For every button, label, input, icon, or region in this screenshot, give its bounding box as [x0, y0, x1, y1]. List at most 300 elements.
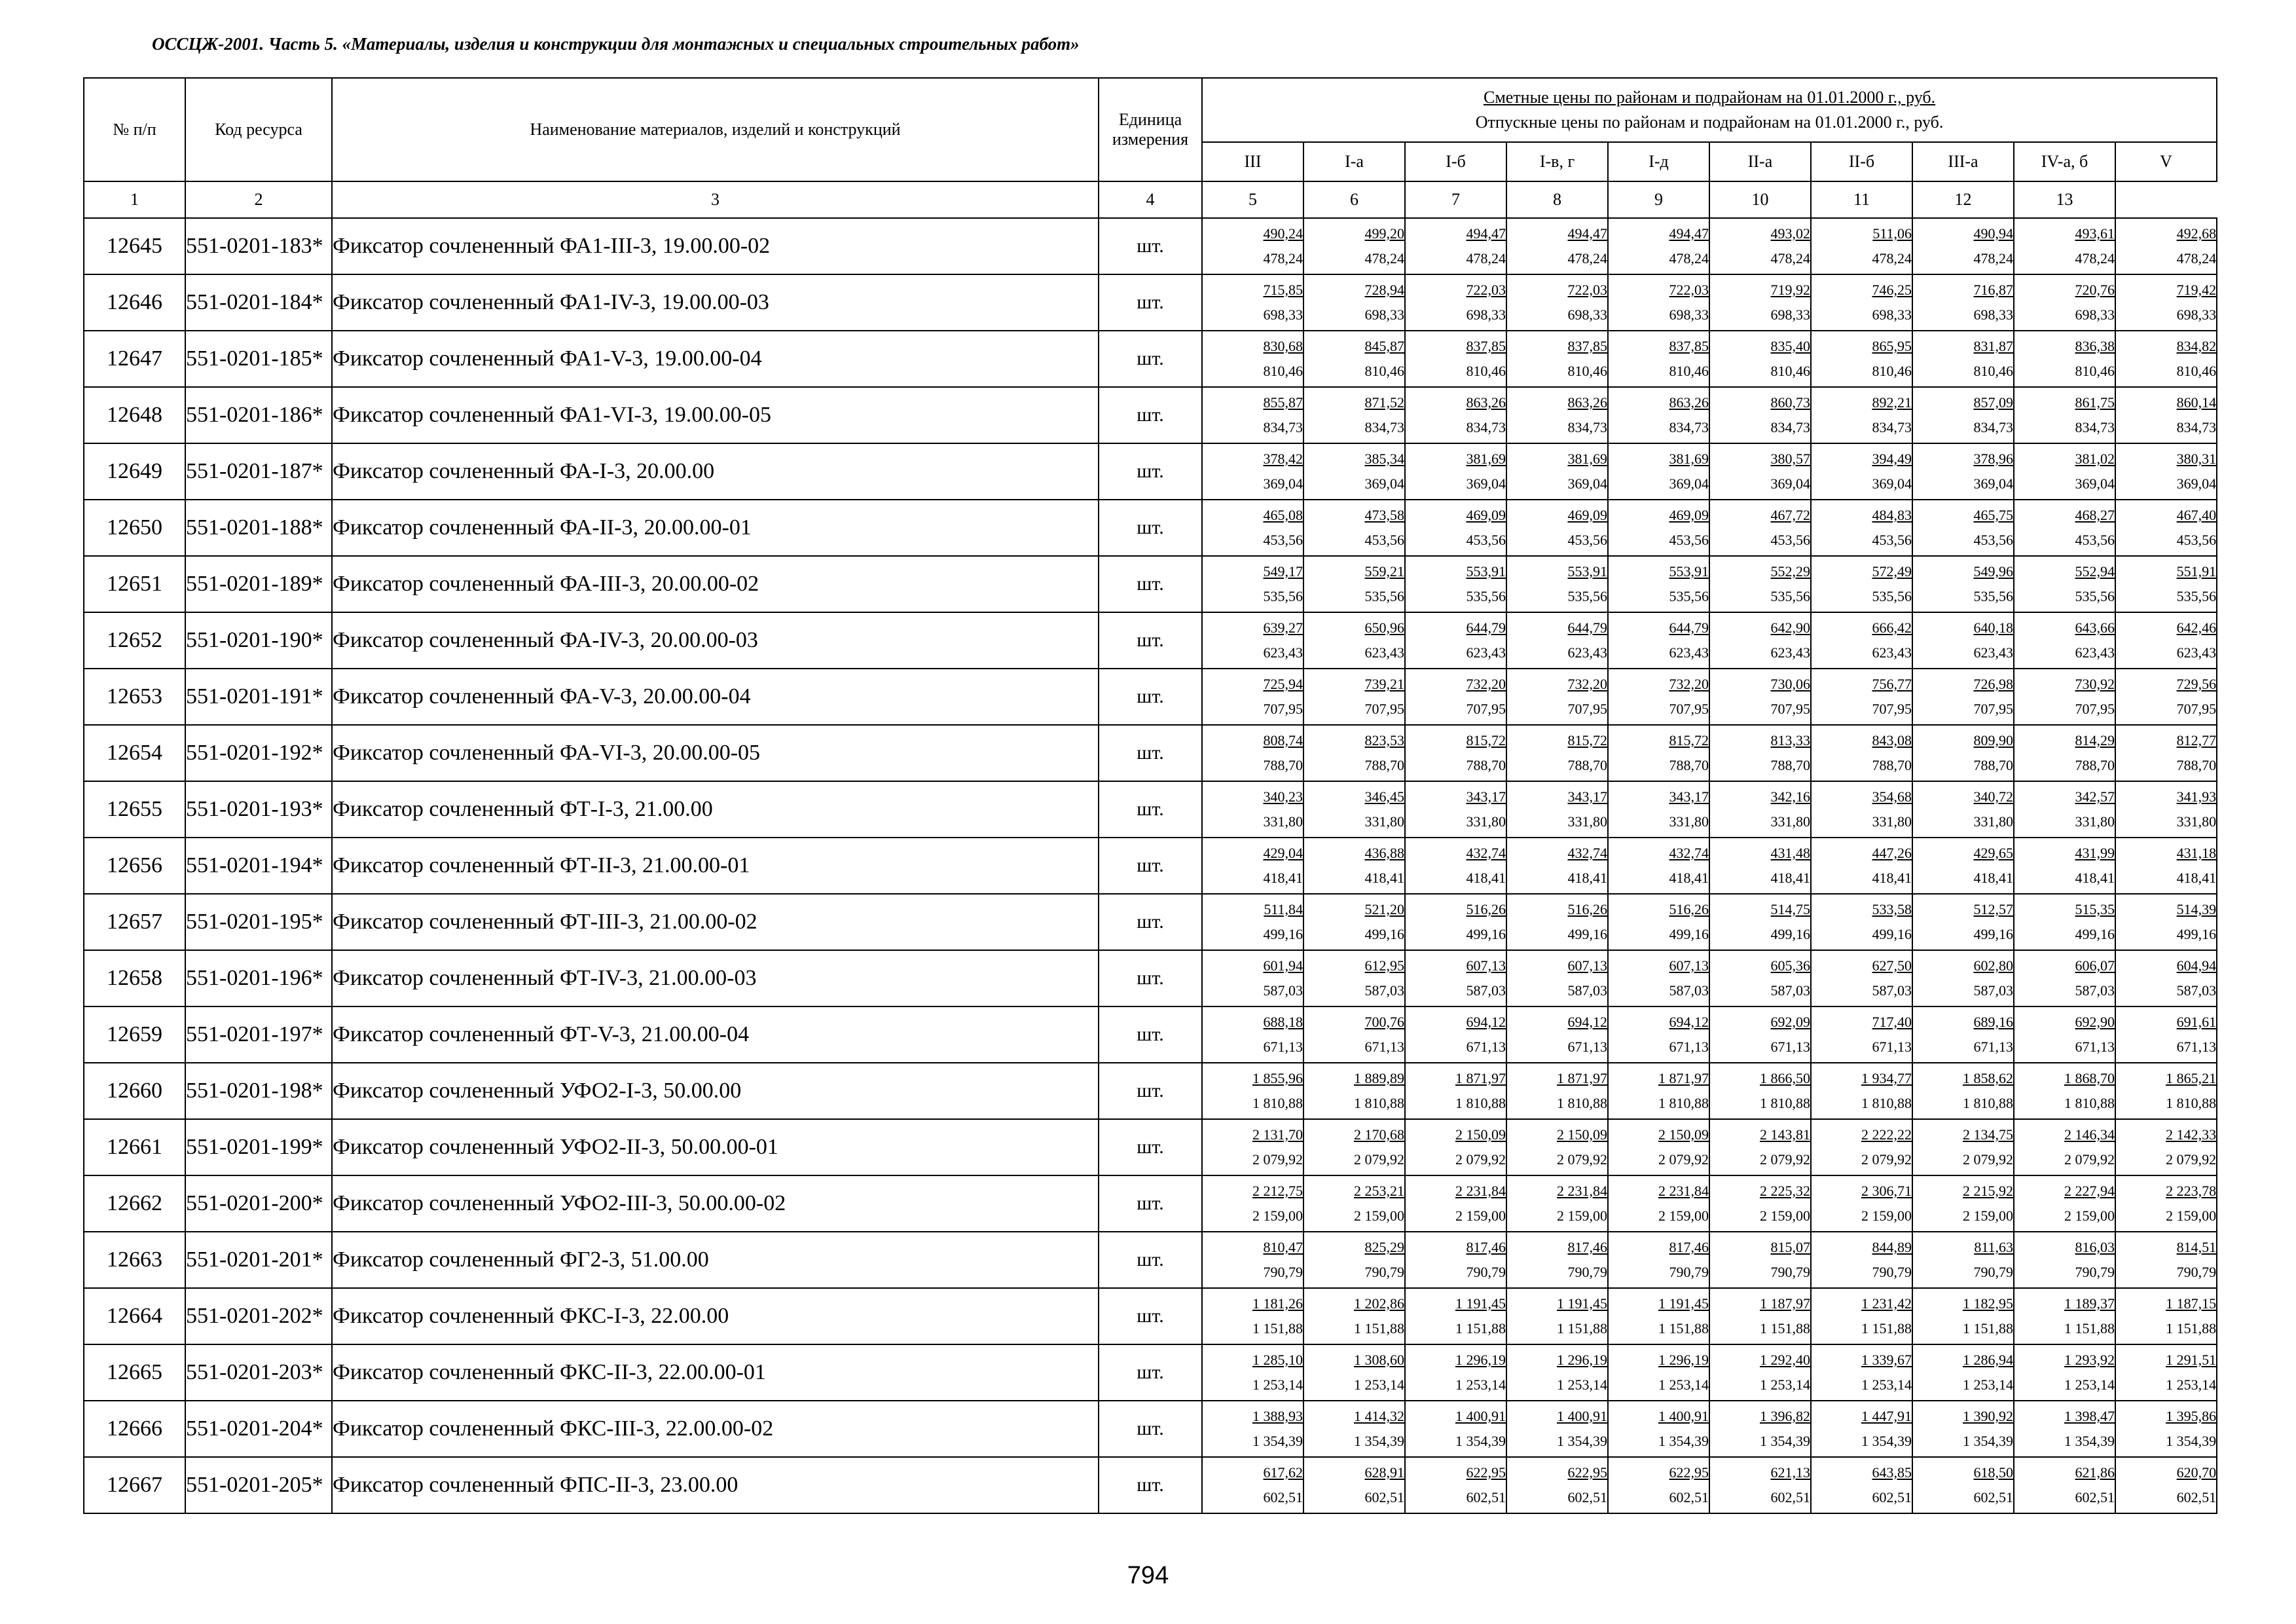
release-price: 623,43	[1466, 644, 1506, 661]
estimate-price: 492,68	[2176, 225, 2217, 242]
price-cell	[1709, 669, 1811, 725]
release-price: 671,13	[1263, 1039, 1303, 1055]
row-number: 12658	[84, 950, 185, 1006]
release-price: 1 354,39	[1557, 1433, 1607, 1449]
price-cell	[1608, 500, 1709, 556]
price-cell	[1912, 1232, 2014, 1288]
price-cell	[1506, 1119, 1608, 1175]
row-number: 12663	[84, 1232, 185, 1288]
release-price: 1 151,88	[1963, 1320, 2013, 1337]
release-price: 331,80	[1872, 813, 1912, 830]
price-cell	[1303, 500, 1405, 556]
release-price: 369,04	[1669, 475, 1709, 492]
column-number: 2	[185, 181, 332, 218]
price-cell	[1709, 950, 1811, 1006]
price-cell	[1303, 218, 1405, 274]
release-price: 331,80	[1669, 813, 1709, 830]
estimate-price: 469,09	[1669, 507, 1709, 523]
price-cell	[2115, 612, 2217, 669]
release-price: 1 810,88	[1354, 1095, 1404, 1111]
estimate-price: 2 223,78	[2166, 1183, 2217, 1199]
price-cell	[1608, 1288, 1709, 1344]
release-price: 790,79	[1364, 1264, 1404, 1280]
estimate-price: 1 187,97	[1760, 1295, 1810, 1312]
price-cell	[2014, 1006, 2115, 1063]
estimate-price: 607,13	[1466, 957, 1506, 974]
estimate-price: 845,87	[1364, 338, 1404, 354]
estimate-price: 514,75	[1770, 901, 1810, 917]
estimate-price: 622,95	[1669, 1464, 1709, 1481]
row-number: 12660	[84, 1063, 185, 1119]
estimate-price: 346,45	[1364, 788, 1404, 805]
column-number: 13	[2014, 181, 2115, 218]
release-price: 453,56	[2176, 532, 2217, 548]
price-cell	[2014, 500, 2115, 556]
release-price: 535,56	[2176, 588, 2217, 604]
price-cell	[2115, 894, 2217, 950]
price-cell	[2115, 1119, 2217, 1175]
price-cell	[1405, 331, 1506, 387]
price-cell	[1608, 894, 1709, 950]
release-price: 623,43	[1770, 644, 1810, 661]
release-price: 810,46	[2075, 363, 2115, 379]
header-prices	[1202, 78, 2217, 142]
price-cell	[1709, 443, 1811, 500]
release-price: 499,16	[1669, 926, 1709, 942]
resource-code: 551-0201-200*	[185, 1175, 332, 1232]
price-cell	[1709, 500, 1811, 556]
estimate-price: 835,40	[1770, 338, 1810, 354]
estimate-price: 1 339,67	[1861, 1352, 1912, 1368]
price-cell	[1506, 1063, 1608, 1119]
release-price: 1 151,88	[1252, 1320, 1303, 1337]
price-cell	[1811, 1232, 1912, 1288]
price-cell	[2115, 1006, 2217, 1063]
table-row	[84, 1175, 2217, 1232]
release-price: 587,03	[1770, 982, 1810, 999]
release-price: 453,56	[1263, 532, 1303, 548]
release-price: 1 354,39	[1455, 1433, 1506, 1449]
price-cell	[2014, 838, 2115, 894]
estimate-price: 2 150,09	[1557, 1126, 1607, 1143]
price-cell	[1506, 500, 1608, 556]
resource-code: 551-0201-188*	[185, 500, 332, 556]
estimate-price: 447,26	[1872, 845, 1912, 861]
estimate-price: 823,53	[1364, 732, 1404, 748]
estimate-price: 692,09	[1770, 1014, 1810, 1030]
row-number: 12645	[84, 218, 185, 274]
price-cell	[1405, 894, 1506, 950]
estimate-price: 1 202,86	[1354, 1295, 1404, 1312]
estimate-price: 604,94	[2176, 957, 2217, 974]
table-row	[84, 894, 2217, 950]
resource-code: 551-0201-192*	[185, 725, 332, 781]
release-price: 1 253,14	[1455, 1376, 1506, 1393]
material-name: Фиксатор сочлененный ФТ-III-3, 21.00.00-02	[332, 894, 1099, 950]
price-cell	[1303, 331, 1405, 387]
resource-code: 551-0201-187*	[185, 443, 332, 500]
estimate-price: 2 231,84	[1658, 1183, 1709, 1199]
estimate-price: 493,02	[1770, 225, 1810, 242]
price-cell	[1405, 612, 1506, 669]
price-cell	[1709, 612, 1811, 669]
estimate-price: 468,27	[2075, 507, 2115, 523]
release-price: 790,79	[1872, 1264, 1912, 1280]
estimate-price: 2 231,84	[1455, 1183, 1506, 1199]
estimate-price: 2 131,70	[1252, 1126, 1303, 1143]
price-cell	[1303, 443, 1405, 500]
estimate-price: 465,75	[1973, 507, 2013, 523]
estimate-price: 1 866,50	[1760, 1070, 1810, 1086]
estimate-price: 559,21	[1364, 563, 1404, 580]
price-cell	[1506, 1006, 1608, 1063]
price-cell	[1811, 781, 1912, 838]
release-price: 707,95	[1669, 701, 1709, 717]
price-cell	[1303, 725, 1405, 781]
estimate-price: 551,91	[2176, 563, 2217, 580]
release-price: 587,03	[1364, 982, 1404, 999]
estimate-price: 1 296,19	[1455, 1352, 1506, 1368]
row-number: 12661	[84, 1119, 185, 1175]
release-price: 834,73	[1669, 419, 1709, 435]
release-price: 1 151,88	[1354, 1320, 1404, 1337]
price-cell	[2014, 612, 2115, 669]
table-row	[84, 669, 2217, 725]
release-price: 535,56	[1973, 588, 2013, 604]
row-number: 12665	[84, 1344, 185, 1401]
release-price: 623,43	[1669, 644, 1709, 661]
estimate-price: 860,14	[2176, 394, 2217, 411]
estimate-price: 719,92	[1770, 282, 1810, 298]
release-price: 2 159,00	[1455, 1208, 1506, 1224]
release-price: 478,24	[1263, 250, 1303, 267]
estimate-price: 378,96	[1973, 451, 2013, 467]
price-cell	[1405, 781, 1506, 838]
release-price: 671,13	[2176, 1039, 2217, 1055]
release-price: 1 151,88	[1557, 1320, 1607, 1337]
estimate-price: 808,74	[1263, 732, 1303, 748]
price-cell	[1202, 556, 1303, 612]
price-cell	[1202, 1119, 1303, 1175]
estimate-price: 2 142,33	[2166, 1126, 2217, 1143]
estimate-price: 728,94	[1364, 282, 1404, 298]
release-price: 671,13	[1364, 1039, 1404, 1055]
price-cell	[1506, 781, 1608, 838]
price-cell	[1506, 894, 1608, 950]
price-cell	[1811, 669, 1912, 725]
price-cell	[1405, 443, 1506, 500]
price-cell	[1912, 1006, 2014, 1063]
estimate-price: 817,46	[1567, 1239, 1607, 1255]
price-cell	[1709, 1232, 1811, 1288]
price-cell	[1811, 950, 1912, 1006]
price-cell	[1202, 274, 1303, 331]
estimate-price: 1 390,92	[1963, 1408, 2013, 1424]
release-price: 499,16	[1466, 926, 1506, 942]
release-price: 587,03	[1263, 982, 1303, 999]
price-cell	[1608, 331, 1709, 387]
price-cell	[2115, 838, 2217, 894]
estimate-price: 499,20	[1364, 225, 1404, 242]
price-cell	[1506, 443, 1608, 500]
region-header: V	[2115, 142, 2217, 181]
release-price: 1 354,39	[2064, 1433, 2115, 1449]
release-price: 453,56	[1669, 532, 1709, 548]
estimate-price: 620,70	[2176, 1464, 2217, 1481]
release-price: 2 159,00	[1963, 1208, 2013, 1224]
estimate-price: 553,91	[1567, 563, 1607, 580]
release-price: 707,95	[2176, 701, 2217, 717]
estimate-price: 394,49	[1872, 451, 1912, 467]
release-price: 2 079,92	[1455, 1151, 1506, 1168]
estimate-price: 1 296,19	[1557, 1352, 1607, 1368]
row-number: 12652	[84, 612, 185, 669]
estimate-price: 618,50	[1973, 1464, 2013, 1481]
estimate-price: 512,57	[1973, 901, 2013, 917]
price-cell	[1202, 218, 1303, 274]
unit-of-measure: шт.	[1099, 1401, 1202, 1457]
price-cell	[1608, 612, 1709, 669]
release-price: 453,56	[1364, 532, 1404, 548]
estimate-price: 837,85	[1466, 338, 1506, 354]
estimate-price: 2 170,68	[1354, 1126, 1404, 1143]
estimate-price: 689,16	[1973, 1014, 2013, 1030]
estimate-price: 622,95	[1466, 1464, 1506, 1481]
price-cell	[1811, 1401, 1912, 1457]
estimate-price: 815,72	[1466, 732, 1506, 748]
price-cell	[1811, 1175, 1912, 1232]
release-price: 499,16	[1973, 926, 2013, 942]
price-cell	[1202, 894, 1303, 950]
release-price: 810,46	[1669, 363, 1709, 379]
price-cell	[1912, 725, 2014, 781]
table-row	[84, 1457, 2217, 1513]
release-price: 535,56	[1567, 588, 1607, 604]
estimate-price: 640,18	[1973, 619, 2013, 636]
estimate-price: 815,72	[1567, 732, 1607, 748]
estimate-price: 516,26	[1669, 901, 1709, 917]
estimate-price: 756,77	[1872, 676, 1912, 692]
release-price: 810,46	[1466, 363, 1506, 379]
estimate-price: 700,76	[1364, 1014, 1404, 1030]
price-cell	[1202, 1344, 1303, 1401]
estimate-price: 1 291,51	[2166, 1352, 2217, 1368]
estimate-price: 380,31	[2176, 451, 2217, 467]
release-price: 602,51	[1669, 1489, 1709, 1505]
release-price: 834,73	[2176, 419, 2217, 435]
release-price: 1 253,14	[1963, 1376, 2013, 1393]
release-price: 2 079,92	[1861, 1151, 1912, 1168]
estimate-price: 431,99	[2075, 845, 2115, 861]
price-cell	[1506, 218, 1608, 274]
material-name: Фиксатор сочлененный ФКС-I-3, 22.00.00	[332, 1288, 1099, 1344]
price-cell	[1709, 274, 1811, 331]
region-header: I-д	[1608, 142, 1709, 181]
price-cell	[1202, 387, 1303, 443]
release-price: 418,41	[2075, 870, 2115, 886]
estimate-price: 1 191,45	[1455, 1295, 1506, 1312]
release-price: 587,03	[2176, 982, 2217, 999]
column-number: 9	[1608, 181, 1709, 218]
release-price: 418,41	[1263, 870, 1303, 886]
resource-code: 551-0201-194*	[185, 838, 332, 894]
price-cell	[2014, 1401, 2115, 1457]
release-price: 1 151,88	[2166, 1320, 2217, 1337]
estimate-price: 861,75	[2075, 394, 2115, 411]
estimate-price: 549,17	[1263, 563, 1303, 580]
price-cell	[1405, 500, 1506, 556]
price-cell	[1709, 1006, 1811, 1063]
release-price: 602,51	[1770, 1489, 1810, 1505]
release-price: 418,41	[1973, 870, 2013, 886]
release-price: 2 079,92	[2064, 1151, 2115, 1168]
estimate-price: 722,03	[1567, 282, 1607, 298]
estimate-price: 465,08	[1263, 507, 1303, 523]
release-price: 453,56	[1567, 532, 1607, 548]
release-price: 478,24	[1567, 250, 1607, 267]
price-cell	[1608, 1006, 1709, 1063]
price-cell	[1709, 894, 1811, 950]
release-price: 2 159,00	[1252, 1208, 1303, 1224]
price-cell	[1709, 838, 1811, 894]
estimate-price: 1 182,95	[1963, 1295, 2013, 1312]
price-cell	[2115, 1401, 2217, 1457]
release-price: 478,24	[2075, 250, 2115, 267]
estimate-price: 521,20	[1364, 901, 1404, 917]
release-price: 810,46	[2176, 363, 2217, 379]
price-cell	[2115, 443, 2217, 500]
release-price: 834,73	[1466, 419, 1506, 435]
price-cell	[1912, 838, 2014, 894]
price-cell	[2014, 950, 2115, 1006]
price-cell	[1405, 838, 1506, 894]
price-cell	[1709, 1119, 1811, 1175]
release-price: 671,13	[1669, 1039, 1709, 1055]
release-price: 478,24	[2176, 250, 2217, 267]
estimate-price: 650,96	[1364, 619, 1404, 636]
release-price: 623,43	[1973, 644, 2013, 661]
release-price: 623,43	[1364, 644, 1404, 661]
column-number: 7	[1405, 181, 1506, 218]
estimate-price: 432,74	[1567, 845, 1607, 861]
price-cell	[1506, 556, 1608, 612]
estimate-price: 431,18	[2176, 845, 2217, 861]
row-number: 12649	[84, 443, 185, 500]
release-price: 535,56	[1466, 588, 1506, 604]
price-cell	[2115, 218, 2217, 274]
price-cell	[1202, 838, 1303, 894]
release-price: 1 253,14	[1861, 1376, 1912, 1393]
estimate-price: 612,95	[1364, 957, 1404, 974]
price-cell	[2115, 500, 2217, 556]
column-number: 8	[1506, 181, 1608, 218]
release-price: 834,73	[2075, 419, 2115, 435]
resource-code: 551-0201-204*	[185, 1401, 332, 1457]
price-cell	[2115, 1175, 2217, 1232]
estimate-price: 627,50	[1872, 957, 1912, 974]
release-price: 834,73	[1263, 419, 1303, 435]
estimate-price: 722,03	[1669, 282, 1709, 298]
price-cell	[2014, 387, 2115, 443]
row-number: 12648	[84, 387, 185, 443]
release-price: 499,16	[1364, 926, 1404, 942]
release-price: 478,24	[1770, 250, 1810, 267]
release-price: 698,33	[1669, 306, 1709, 323]
estimate-price: 813,33	[1770, 732, 1810, 748]
row-number: 12647	[84, 331, 185, 387]
price-cell	[1912, 612, 2014, 669]
release-price: 1 253,14	[1354, 1376, 1404, 1393]
estimate-price: 811,63	[1974, 1239, 2013, 1255]
estimate-price: 343,17	[1567, 788, 1607, 805]
price-cell	[1608, 1232, 1709, 1288]
estimate-price: 688,18	[1263, 1014, 1303, 1030]
price-cell	[1202, 781, 1303, 838]
resource-code: 551-0201-191*	[185, 669, 332, 725]
release-price: 788,70	[1973, 757, 2013, 773]
price-cell	[1608, 838, 1709, 894]
document-header: ОССЦЖ-2001. Часть 5. «Материалы, изделия и конструкции для монтажных и специальных строительных работ»	[152, 34, 1080, 54]
release-price: 1 354,39	[1861, 1433, 1912, 1449]
price-cell	[1202, 1401, 1303, 1457]
release-price: 2 159,00	[2166, 1208, 2217, 1224]
estimate-price: 746,25	[1872, 282, 1912, 298]
resource-code: 551-0201-195*	[185, 894, 332, 950]
release-price: 2 159,00	[1658, 1208, 1709, 1224]
release-price: 1 151,88	[1658, 1320, 1709, 1337]
price-cell	[1811, 838, 1912, 894]
release-price: 671,13	[1770, 1039, 1810, 1055]
release-price: 2 079,92	[1252, 1151, 1303, 1168]
price-cell	[1912, 387, 2014, 443]
material-name: Фиксатор сочлененный ФКС-II-3, 22.00.00-01	[332, 1344, 1099, 1401]
estimate-price: 691,61	[2176, 1014, 2217, 1030]
header-name: Наименование материалов, изделий и конструкций	[332, 78, 1099, 181]
estimate-price: 644,79	[1567, 619, 1607, 636]
table-row	[84, 781, 2217, 838]
region-header: III	[1202, 142, 1303, 181]
estimate-price: 817,46	[1466, 1239, 1506, 1255]
price-cell	[1303, 1401, 1405, 1457]
material-name: Фиксатор сочлененный УФО2-II-3, 50.00.00-01	[332, 1119, 1099, 1175]
estimate-price: 1 400,91	[1658, 1408, 1709, 1424]
estimate-price: 831,87	[1973, 338, 2013, 354]
release-price: 535,56	[1669, 588, 1709, 604]
price-cell	[1912, 443, 2014, 500]
release-price: 418,41	[1669, 870, 1709, 886]
price-cell	[1303, 1175, 1405, 1232]
material-name: Фиксатор сочлененный ФТ-IV-3, 21.00.00-03	[332, 950, 1099, 1006]
estimate-price: 493,61	[2075, 225, 2115, 242]
price-cell	[1405, 1006, 1506, 1063]
estimate-price: 2 227,94	[2064, 1183, 2115, 1199]
release-price: 707,95	[1263, 701, 1303, 717]
unit-of-measure: шт.	[1099, 612, 1202, 669]
price-cell	[2115, 781, 2217, 838]
price-cell	[1608, 1119, 1709, 1175]
estimate-price: 607,13	[1669, 957, 1709, 974]
release-price: 790,79	[2075, 1264, 2115, 1280]
material-name: Фиксатор сочлененный ФА-VI-3, 20.00.00-05	[332, 725, 1099, 781]
table-row	[84, 1344, 2217, 1401]
estimate-price: 857,09	[1973, 394, 2013, 411]
release-price: 602,51	[1973, 1489, 2013, 1505]
row-number: 12655	[84, 781, 185, 838]
release-price: 698,33	[2075, 306, 2115, 323]
table-row	[84, 838, 2217, 894]
estimate-price: 1 414,32	[1354, 1408, 1404, 1424]
estimate-price: 340,72	[1973, 788, 2013, 805]
